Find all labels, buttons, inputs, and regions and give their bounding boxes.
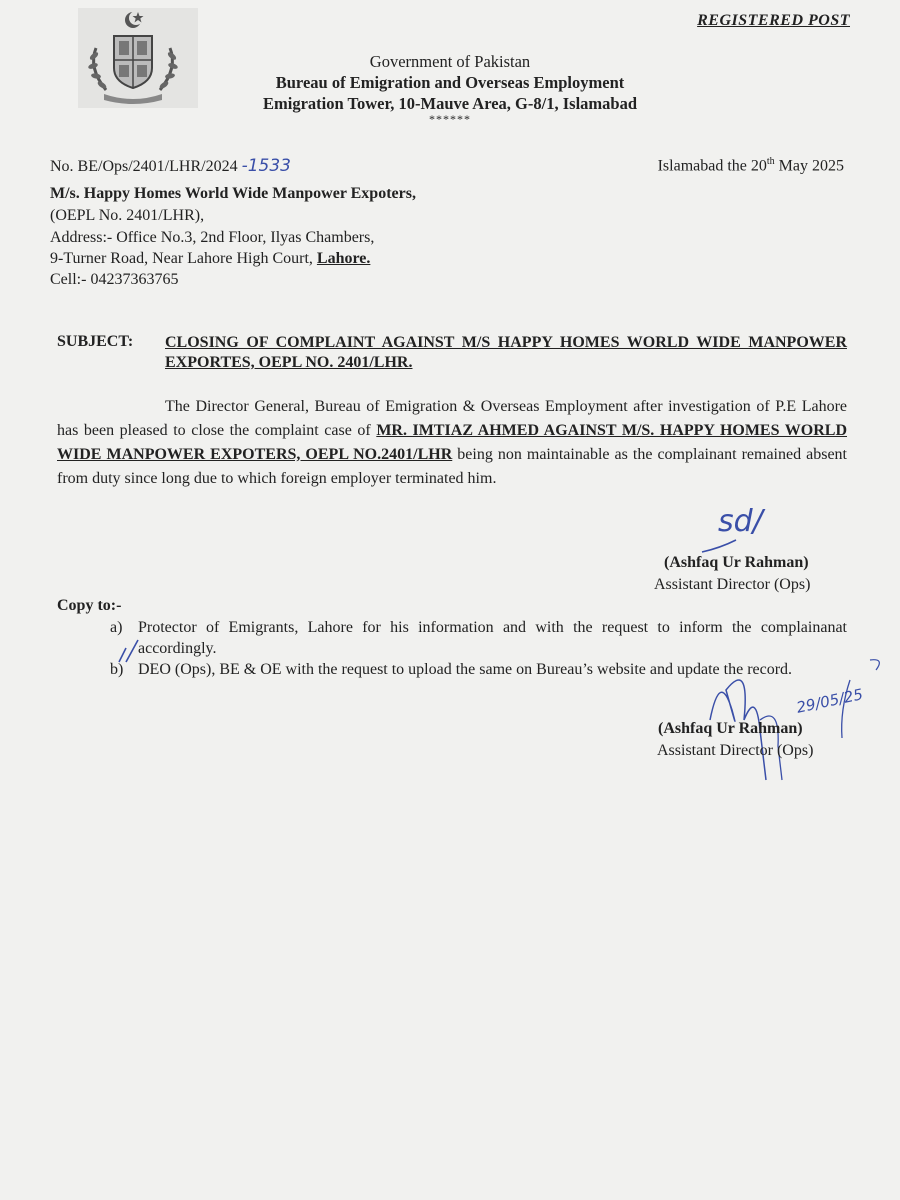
handwritten-dispatch-number: -1533 — [241, 156, 291, 176]
subject-text: CLOSING OF COMPLAINT AGAINST M/S HAPPY HOMES WORLD WIDE MANPOWER EXPORTES, OEPL NO. 2401/LHR. — [165, 334, 847, 371]
signature-mark-1 — [690, 500, 790, 560]
copy-item-text: Protector of Emigrants, Lahore for his information and with the request to inform the complainanat accordingly. — [138, 619, 847, 657]
checkmark-icon — [116, 636, 142, 666]
signature1-name: (Ashfaq Ur Rahman) — [664, 554, 809, 571]
header-address: Emigration Tower, 10-Mauve Area, G-8/1, Islamabad — [262, 94, 637, 113]
addressee-address-line1: Address:- Office No.3, 2nd Floor, Ilyas Chambers, — [50, 229, 375, 246]
header-bureau: Bureau of Emigration and Overseas Employment — [275, 73, 625, 92]
copy-item-marker: b) — [110, 661, 124, 678]
copy-to-label: Copy to:- — [57, 597, 122, 614]
addressee-cell: Cell:- 04237363765 — [50, 271, 179, 288]
addressee-oepl: (OEPL No. 2401/LHR), — [50, 207, 205, 224]
copy-item-text: DEO (Ops), BE & OE with the request to upload the same on Bureau’s website and update the record. — [138, 661, 793, 678]
date-prefix: Islamabad the 20 — [657, 157, 767, 175]
subject-label: SUBJECT: — [57, 333, 134, 350]
letter-date — [658, 156, 844, 175]
date-suffix: May 2025 — [774, 157, 844, 175]
signature-initials: sd/ — [718, 504, 763, 539]
copy-item-marker: a) — [110, 619, 123, 636]
body-paragraph — [57, 395, 847, 491]
addressee-address-line2 — [50, 250, 370, 268]
header-separator: ****** — [429, 112, 471, 126]
addressee-name: M/s. Happy Homes World Wide Manpower Expoters, — [50, 185, 416, 202]
signature2-name: (Ashfaq Ur Rahman) — [658, 720, 803, 737]
address-street: 9-Turner Road, Near Lahore High Court, — [50, 250, 317, 267]
address-city: Lahore. — [316, 250, 371, 267]
body-bold-case: MR. IMTIAZ AHMED AGAINST M/S. HAPPY HOMES WORLD WIDE MANPOWER EXPOTERS, OEPL NO.2401/LHR — [57, 422, 848, 463]
header-government: Government of Pakistan — [369, 52, 531, 71]
signature2-title: Assistant Director (Ops) — [657, 742, 814, 759]
body-part2: being non maintainable as the complainant remained absent from duty since long due to which foreign employer terminated him. — [57, 446, 847, 487]
body-part1: The Director General, Bureau of Emigration & Overseas Employment after investigation of P.E Lahore has been pleased to close the complaint case of — [57, 398, 847, 439]
registered-post-stamp: REGISTERED POST — [697, 12, 850, 29]
reference-number — [50, 156, 291, 176]
date-superscript: th — [766, 156, 775, 167]
signature1-title: Assistant Director (Ops) — [654, 576, 811, 593]
signature-scribble-icon — [700, 650, 890, 785]
reference-number-text: No. BE/Ops/2401/LHR/2024 — [50, 158, 238, 175]
signature-mark-2 — [700, 650, 890, 785]
handwritten-signature-date: 29/05/25 — [794, 685, 865, 717]
